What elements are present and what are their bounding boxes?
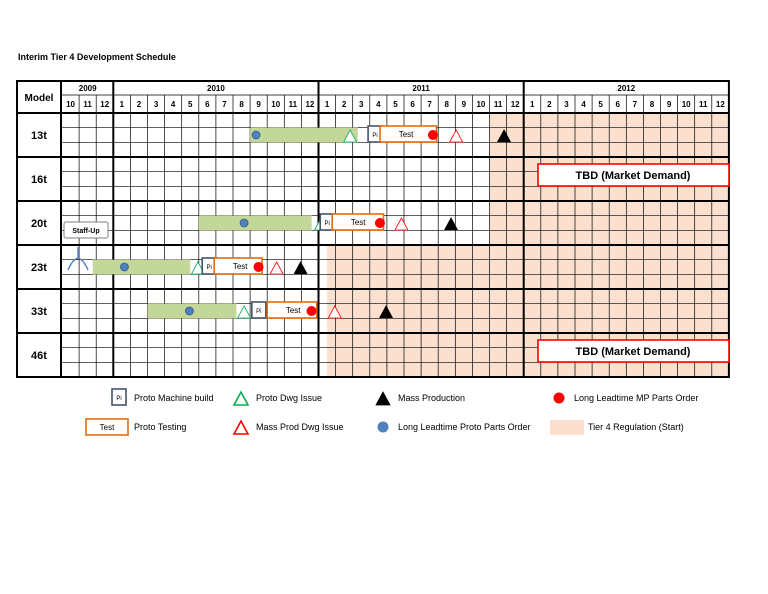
month-label: 5 [598, 100, 603, 109]
month-label: 7 [632, 100, 638, 109]
month-label: 8 [239, 100, 244, 109]
long-leadtime-proto-parts-order-dot [120, 263, 128, 271]
model-label: 23t [31, 262, 47, 274]
legend-label: Proto Testing [134, 422, 187, 432]
month-label: 11 [288, 100, 298, 109]
tbd-label: TBD (Market Demand) [575, 170, 691, 182]
month-label: 11 [699, 100, 708, 109]
year-label: 2011 [412, 84, 430, 93]
model-label: 13t [31, 130, 47, 142]
development-bar [199, 216, 312, 231]
month-label: 8 [444, 100, 449, 109]
proto-label: Pi [256, 309, 262, 315]
legend-label: Long Leadtime MP Parts Order [574, 393, 699, 403]
proto-label: Pi [206, 265, 212, 271]
test-label: Test [232, 262, 248, 271]
tbd-label: TBD (Market Demand) [575, 346, 691, 358]
test-label: Test [398, 130, 414, 139]
month-label: 1 [530, 100, 535, 109]
legend-green-triangle-symbol [234, 392, 248, 405]
month-label: 6 [615, 100, 620, 109]
mass-prod-dwg-issue-triangle [270, 262, 283, 274]
development-bar [250, 128, 358, 143]
mass-prod-dwg-issue-triangle [395, 218, 408, 230]
legend-label: Mass Production [398, 393, 466, 403]
long-leadtime-proto-parts-order-dot [185, 307, 193, 315]
long-leadtime-proto-parts-order-dot [240, 219, 248, 227]
month-label: 12 [305, 100, 315, 109]
model-label: 20t [31, 218, 47, 230]
long-leadtime-proto-parts-order-dot [252, 131, 260, 139]
month-label: 9 [461, 100, 467, 109]
month-label: 12 [510, 100, 520, 109]
legend-label: Mass Prod Dwg Issue [256, 422, 344, 432]
page-title: Interim Tier 4 Development Schedule [18, 52, 176, 62]
legend-label: Long Leadtime Proto Parts Order [398, 422, 531, 432]
month-label: 12 [715, 100, 725, 109]
legend-black-triangle-symbol [376, 392, 390, 405]
legend-test-label: Test [99, 423, 115, 432]
mass-prod-dwg-issue-triangle [450, 130, 463, 142]
month-label: 8 [649, 100, 655, 109]
legend-label: Proto Machine build [134, 393, 214, 403]
long-leadtime-mp-parts-order-dot [307, 306, 317, 316]
regulation-shading [327, 245, 729, 289]
legend-proto-label: Pi [116, 396, 122, 402]
month-label: 4 [581, 100, 586, 109]
month-label: 10 [66, 100, 76, 109]
month-label: 7 [222, 100, 227, 109]
legend-red-triangle-symbol [234, 421, 248, 434]
year-label: 2012 [617, 84, 636, 93]
test-label: Test [350, 218, 366, 227]
legend-red-dot-symbol [554, 393, 565, 404]
legend-label: Tier 4 Regulation (Start) [588, 422, 684, 432]
month-label: 11 [83, 100, 92, 109]
month-label: 4 [170, 100, 176, 109]
month-label: 7 [427, 100, 432, 109]
proto-dwg-issue-triangle [238, 306, 251, 318]
month-label: 3 [564, 100, 569, 109]
model-label: 16t [31, 174, 47, 186]
proto-label: Pi [372, 133, 378, 139]
proto-label: Pi [324, 221, 330, 227]
month-label: 9 [666, 100, 672, 109]
month-label: 4 [376, 100, 381, 109]
model-label: 46t [31, 350, 47, 362]
month-label: 9 [256, 100, 261, 109]
month-label: 2 [341, 100, 347, 109]
model-label: 33t [31, 306, 47, 318]
month-label: 3 [153, 100, 159, 109]
model-column-header: Model [24, 93, 54, 104]
month-label: 10 [681, 100, 691, 109]
month-label: 5 [188, 100, 193, 109]
month-label: 3 [359, 100, 364, 109]
month-label: 6 [205, 100, 210, 109]
month-label: 2 [547, 100, 552, 109]
month-label: 5 [393, 100, 398, 109]
month-label: 6 [410, 100, 415, 109]
development-bar [93, 260, 190, 275]
legend-label: Proto Dwg Issue [256, 393, 323, 403]
legend-regulation-swatch [550, 420, 584, 435]
year-label: 2010 [207, 84, 225, 93]
month-label: 1 [119, 100, 125, 109]
test-label: Test [285, 306, 301, 315]
month-label: 11 [493, 100, 503, 109]
long-leadtime-mp-parts-order-dot [254, 262, 264, 272]
staff-up-label: Staff-Up [72, 228, 100, 235]
mass-production-triangle [294, 262, 307, 274]
month-label: 1 [324, 100, 330, 109]
year-label: 2009 [78, 84, 97, 93]
staff-up-arc [68, 259, 88, 271]
month-label: 12 [100, 100, 110, 109]
long-leadtime-mp-parts-order-dot [375, 218, 385, 228]
long-leadtime-mp-parts-order-dot [428, 130, 438, 140]
month-label: 10 [476, 100, 486, 109]
schedule-header [25, 84, 726, 109]
month-label: 2 [136, 100, 142, 109]
month-label: 10 [271, 100, 281, 109]
legend [86, 389, 698, 435]
legend-blue-dot-symbol [378, 422, 389, 433]
